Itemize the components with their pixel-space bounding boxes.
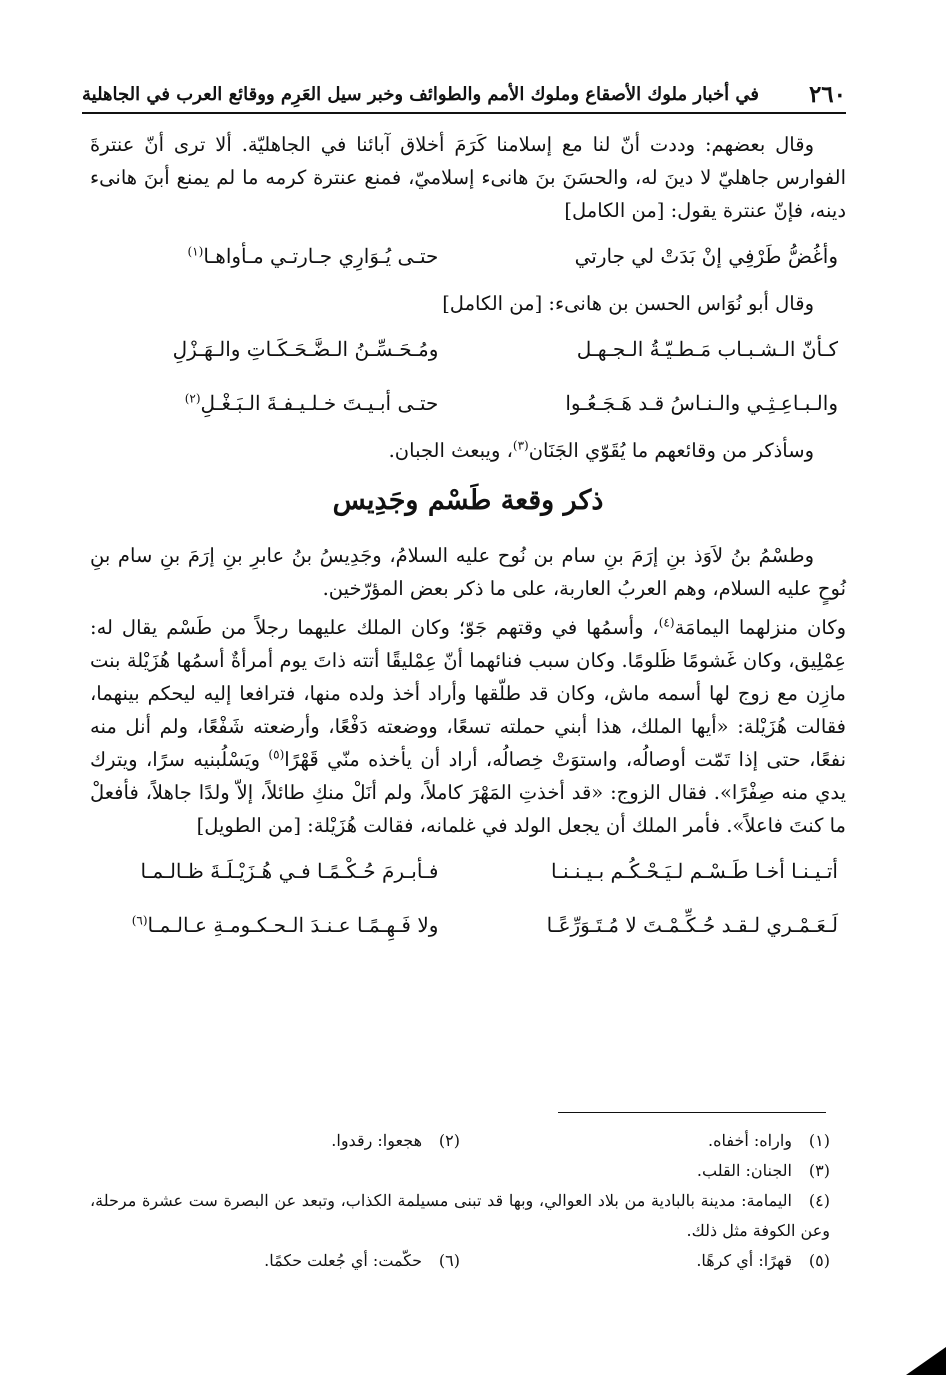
paragraph-abu-nuwas [90,287,846,320]
paragraph-transition-text-a: وسأذكر من وقائعهم ما يُقَوّي الجَنَان [528,439,814,462]
verse-second-hemistich: ومُـحَـسِّـنُ الـضَّـحَـكَـاتِ والـهَـزْلِ [172,337,439,361]
footnote-number: (٤) [808,1191,830,1210]
footnote-number: (٦) [438,1251,460,1270]
verse-huzayla-1 [98,848,838,894]
footnote-2 [90,1126,460,1156]
paragraph-story-text-b: ، وأسمُها في وقتهم جَوّ؛ وكان الملك عليهما رجلاً من طَسْم يقال له: عِمْلِيق، وكان غَشومًا ظَلومًا. وكان سبب فنائهما أنّ عِمْليقًا أتته ذاتَ يوم أمرأةٌ أسمُها هُزَيْلة بنت مازِن مع زوج لها أسمه ماش، وكان قد طلّقها وأراد أخذ ولده منها، فترافعا إليه ليحكم بينهما، فقالت هُزَيْلة: «أيها الملك، هذا أبني حملته تسعًا، ووضعته دَفْعًا، وأرضعته شَفْعًا، ولم أنل منه نفعًا، حتى إذا تَمّت أوصالُه، واستوَتْ خِصالُه، أراد أن يأخذه منّي قَهْرًا [90,616,846,771]
paragraph-intro-text: وقال بعضهم: وددت أنّ لنا مع إسلامنا كَرَمَ أخلاق آبائنا في الجاهليّة. ألا ترى أنّ عنترةَ الفوارس جاهليّ لا دينَ له، والحسَنَ بنَ هانىء إسلاميّ، فمنع عنترة كرمه ما لم يمنع أبنَ هانىء دينه، فإنّ عنترة يقول: [90,133,846,222]
footnote-text: واراه: أخفاه. [708,1131,792,1150]
verse-second-hemistich-text: ولا فَـهِـمًـا عـنـدَ الـحـكـومـةِ عـالـمـا [147,913,439,937]
verse-second-hemistich-text: حتـى يُـوَارِي جـارتـي مـأواهـا [203,244,439,268]
verse-first-hemistich: والـبـاعِـثِـي والـنـاسُ قـد هَـجَـعُـوا [565,391,838,415]
footnote-1 [460,1126,830,1156]
footnote-text: قهرًا: أي كرهًا. [696,1251,792,1270]
footnote-row [90,1156,830,1186]
verse-first-hemistich: وأغُضُّ طَرْفِي إنْ بَدَتْ لي جارتي [574,244,838,268]
footnote-number: (٣) [808,1161,830,1180]
meter-label: [من الكامل] [442,292,543,315]
page-corner-mark [906,1347,946,1375]
running-header [82,76,846,114]
verse-first-hemistich: لَـعَـمْـري لـقـد حُـكِّـمْـتَ لا مُـتَـوَرِّعًـا [546,913,838,937]
footnote-ref: (٢) [184,391,201,406]
verse-second-hemistich: فـأبـرمَ حُـكْـمًـا فـي هُـزَيْـلَـةَ ظـالـمـا [140,859,439,883]
footnotes [90,1126,830,1276]
verse-huzayla-2 [98,902,838,948]
page-number: ٢٦٠ [808,80,846,108]
footnote-row [90,1246,830,1276]
footnote-3 [460,1156,830,1186]
paragraph-story-text-a: وكان منزلهما اليمامَة [674,616,846,639]
footnote-text: حكّمت: أي جُعلت حكمًا. [264,1251,422,1270]
footnote-ref: (٣) [512,438,529,453]
footnote-text: اليمامة: مدينة بالبادية من بلاد العوالي، وبها قد تبنى مسيلمة الكذاب، وتبعد عن البصرة ست عشرة مرحلة، وعن الكوفة مثل ذلك. [90,1191,830,1240]
verse-second-hemistich [98,380,438,426]
main-text [90,128,846,956]
paragraph-story [90,611,846,842]
paragraph-abu-nuwas-text: وقال أبو نُوَاس الحسن بن هانىء: [548,292,814,315]
verse-abu-nuwas-1 [98,326,838,372]
verse-abu-nuwas-2 [98,380,838,426]
running-title: في أخبار ملوك الأصقاع وملوك الأمم والطوائف وخبر سيل العَرِم ووقائع العرب في الجاهلية [82,83,760,105]
footnote-row [90,1126,830,1156]
footnote-ref: (٦) [131,913,148,928]
footnote-5 [460,1246,830,1276]
footnote-text: الجنان: القلب. [696,1161,792,1180]
verse-antara [98,233,838,279]
footnote-number: (١) [808,1131,830,1150]
paragraph-transition-text-b: ، ويبعث الجبان. [388,439,513,462]
verse-first-hemistich: أتـيـنـا أخـا طَـسْـم لـيَـحْـكُـم بـيـنـنـا [551,859,838,883]
footnote-4 [90,1186,830,1246]
verse-first-hemistich: كـأنّ الـشـبـاب مَـطـيّـةُ الـجـهـل [576,337,838,361]
footnote-text: هجعوا: رقدوا. [331,1131,422,1150]
paragraph-intro [90,128,846,227]
footnote-6 [90,1246,460,1276]
meter-label: [من الكامل] [564,199,665,222]
footnote-row [90,1186,830,1246]
paragraph-story-text-c: ويَسْلُبنيه سرًا، ويترك يدي منه صِفْرًا». فقال الزوج: «قد أخذتِ المَهْرَ كاملاً، ولم أنَلْ منكِ طائلاً، إلاّ ولدًا جاهلاً، فأفعلْ ما كنتَ فاعلاً». فأمر الملك أن يجعل الولد في غلمانه، فقالت هُزَيْلة: [90,748,846,837]
paragraph-transition [90,434,846,467]
meter-label: [من الطويل] [196,814,301,837]
footnote-ref: (١) [187,244,204,259]
verse-second-hemistich [98,233,438,279]
paragraph-genealogy: وطسْمُ بنُ لاَوَذ بنِ إرَمَ بنِ سام بن نُوح عليه السلامُ، وجَدِيسُ بنُ عابرِ بنِ إرَمَ بنِ سام بنِ نُوحٍ عليه السلام، وهم العربُ العاربة، على ما ذكر بعض المؤرّخين. [90,544,846,600]
footnote-ref: (٥) [268,747,285,762]
footnote-number: (٢) [438,1131,460,1150]
section-title: ذكر وقعة طَسْم وجَدِيس [332,485,604,516]
footnote-divider [558,1112,826,1113]
verse-second-hemistich [98,902,438,948]
footnote-ref: (٤) [658,615,675,630]
verse-second-hemistich-text: حتـى أبـيـتَ خـلـيـفـةَ الـبَـغْـلِ [200,391,439,415]
footnote-number: (٥) [808,1251,830,1270]
